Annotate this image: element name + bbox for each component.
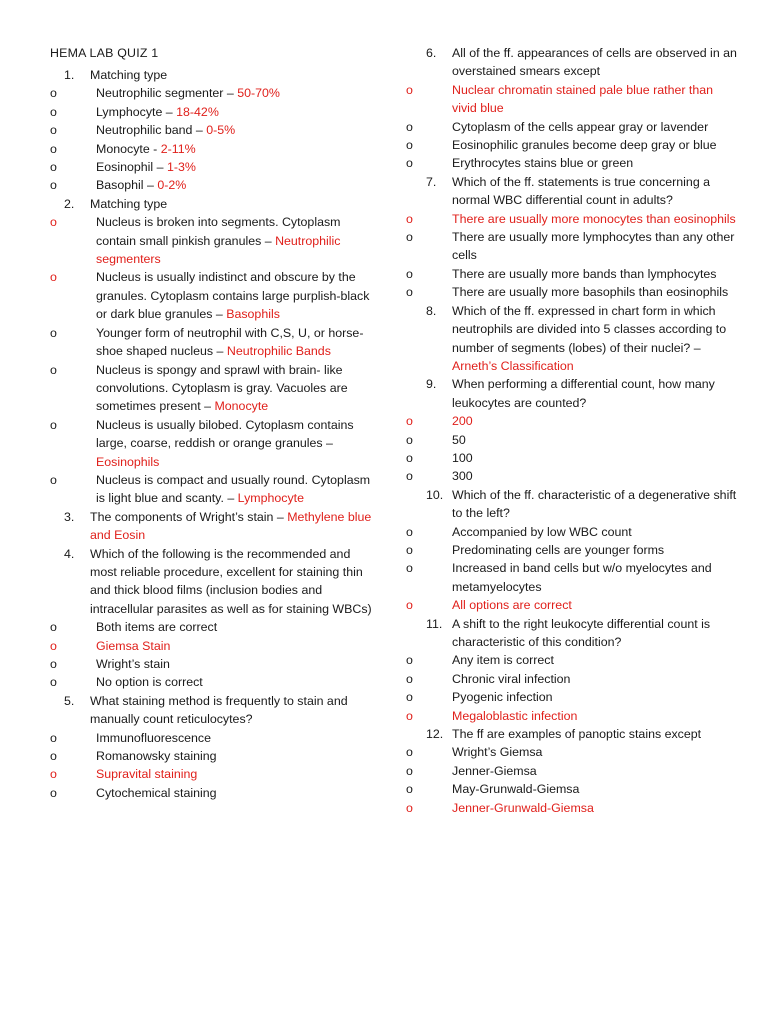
question-text: A shift to the right leukocyte differential count is characteristic of this condition? <box>452 616 711 649</box>
matching-answer: Neutrophilic Bands <box>226 344 331 359</box>
question-text: All of the ff. appearances of cells are observed in an overstained smears except <box>452 46 737 79</box>
matching-label: Neutrophilic segmenter – <box>96 86 238 101</box>
question-5 <box>50 692 372 729</box>
question-number: 4. <box>64 546 75 561</box>
question-text: Matching type <box>90 196 168 211</box>
matching-label: Nucleus is spongy and sprawl with brain- like convolutions. Cytoplasm is gray. Vacuoles are sometimes present – <box>96 362 348 414</box>
option-list <box>50 729 372 803</box>
question-11 <box>406 615 738 652</box>
question-7 <box>406 173 738 210</box>
option-correct: o 200 <box>406 412 738 430</box>
option: o Cytochemical staining <box>50 784 372 802</box>
option: o Chronic viral infection <box>406 670 738 688</box>
option: o Eosinophilic granules become deep gray or blue <box>406 136 738 154</box>
option-correct: o Jenner-Grunwald-Giemsa <box>406 799 738 817</box>
matching-label: Nucleus is usually bilobed. Cytoplasm contains large, coarse, reddish or orange granules – <box>96 417 354 451</box>
question-number: 1. <box>64 68 75 82</box>
question-text: The ff are examples of panoptic stains except <box>452 727 702 742</box>
question-1 <box>50 66 372 84</box>
option: o Wright’s stain <box>50 655 372 673</box>
question-answer: Arneth’s Classification <box>452 358 574 373</box>
option-correct: o Nuclear chromatin stained pale blue rather than vivid blue <box>406 81 738 118</box>
matching-item <box>50 361 372 416</box>
option: o Accompanied by low WBC count <box>406 523 738 541</box>
option-list <box>50 84 372 194</box>
option-correct: o Megaloblastic infection <box>406 707 738 725</box>
question-number: 10. <box>426 487 444 502</box>
option-list <box>406 412 738 486</box>
matching-answer: 1-3% <box>166 160 196 175</box>
option: o No option is correct <box>50 673 372 691</box>
question-number: 2. <box>64 196 75 211</box>
option-correct: o There are usually more monocytes than eosinophils <box>406 210 738 228</box>
option: o Any item is correct <box>406 651 738 669</box>
matching-label: Nucleus is compact and usually round. Cytoplasm is light blue and scanty. – <box>96 472 371 506</box>
option: o Jenner-Giemsa <box>406 762 738 780</box>
question-text: Matching type <box>90 68 168 82</box>
question-10 <box>406 486 738 523</box>
matching-answer: Basophils <box>226 307 280 322</box>
option-correct: o All options are correct <box>406 596 738 614</box>
right-column <box>406 44 738 817</box>
matching-item <box>50 471 372 508</box>
option: o Erythrocytes stains blue or green <box>406 154 738 172</box>
question-answer: Methylene blue and Eosin <box>90 509 372 543</box>
option: o Increased in band cells but w/o myelocytes and metamyelocytes <box>406 559 738 596</box>
matching-answer: 50-70% <box>237 86 280 101</box>
matching-item <box>50 176 372 194</box>
question-6 <box>406 44 738 81</box>
option-list <box>50 213 372 508</box>
matching-label: Basophil – <box>96 178 158 193</box>
question-number: 8. <box>426 303 437 318</box>
matching-item <box>50 158 372 176</box>
matching-answer: Neutrophilic segmenters <box>96 233 341 267</box>
option: o 100 <box>406 449 738 467</box>
matching-item <box>50 84 372 102</box>
question-number: 6. <box>426 46 437 60</box>
matching-answer: 2-11% <box>160 141 196 156</box>
matching-answer: 18-42% <box>176 104 219 119</box>
option: o Cytoplasm of the cells appear gray or lavender <box>406 118 738 136</box>
question-number: 5. <box>64 693 75 708</box>
matching-answer: Lymphocyte <box>237 491 305 506</box>
question-text: When performing a differential count, how many leukocytes are counted? <box>452 377 715 410</box>
question-number: 9. <box>426 377 437 392</box>
question-text: Which of the ff. characteristic of a degenerative shift to the left? <box>452 487 737 521</box>
matching-item <box>50 268 372 323</box>
question-text: Which of the following is the recommended and most reliable procedure, excellent for staining thin and thick blood films (inclusion bodies and intracellular parasites as well as for staining WBCs) <box>90 546 372 616</box>
question-text: Which of the ff. statements is true concerning a normal WBC differential count in adults? <box>452 174 711 208</box>
matching-answer: Monocyte <box>214 399 269 414</box>
question-12 <box>406 725 738 743</box>
question-3 <box>50 508 372 545</box>
matching-answer: 0-2% <box>157 178 187 193</box>
matching-answer: 0-5% <box>206 123 236 138</box>
matching-item <box>50 140 372 158</box>
option: o Romanowsky staining <box>50 747 372 765</box>
option-list <box>406 81 738 173</box>
matching-label: Lymphocyte – <box>96 104 177 119</box>
question-number: 12. <box>426 727 444 742</box>
question-2 <box>50 195 372 213</box>
option: o Predominating cells are younger forms <box>406 541 738 559</box>
question-text: Which of the ff. expressed in chart form in which neutrophils are divided into 5 classes according to number of segments (lobes) of their nuclei? – <box>452 303 727 355</box>
matching-answer: Eosinophils <box>96 454 160 469</box>
question-text: What staining method is frequently to stain and manually count reticulocytes? <box>90 693 348 727</box>
option-correct: o Giemsa Stain <box>50 637 372 655</box>
option: o 300 <box>406 467 738 485</box>
option: o Immunofluorescence <box>50 729 372 747</box>
option-list <box>406 210 738 302</box>
matching-item <box>50 324 372 361</box>
matching-label: Eosinophil – <box>96 160 167 175</box>
matching-item <box>50 416 372 471</box>
question-4 <box>50 545 372 619</box>
option-list <box>406 523 738 615</box>
page-title: HEMA LAB QUIZ 1 <box>50 46 159 60</box>
matching-item <box>50 121 372 139</box>
matching-label: Nucleus is usually indistinct and obscure by the granules. Cytoplasm contains large purplish-black or dark blue granules – <box>96 270 370 322</box>
option-correct: o Supravital staining <box>50 765 372 783</box>
question-8 <box>406 302 738 376</box>
question-text: The components of Wright’s stain – <box>90 509 288 524</box>
option: o May-Grunwald-Giemsa <box>406 780 738 798</box>
option-list <box>406 743 738 817</box>
option-list <box>50 618 372 692</box>
matching-label: Younger form of neutrophil with C,S, U, or horse-shoe shaped nucleus – <box>96 325 364 359</box>
matching-item <box>50 213 372 268</box>
matching-label: Nucleus is broken into segments. Cytoplasm contain small pinkish granules – <box>96 215 341 248</box>
matching-label: Monocyte - <box>96 141 161 156</box>
question-number: 11. <box>426 616 443 631</box>
question-9 <box>406 375 738 412</box>
question-number: 7. <box>426 174 437 189</box>
option: o Wright’s Giemsa <box>406 743 738 761</box>
left-column <box>50 44 372 802</box>
question-number: 3. <box>64 509 75 524</box>
matching-label: Neutrophilic band – <box>96 123 207 138</box>
matching-item <box>50 103 372 121</box>
option: o There are usually more lymphocytes than any other cells <box>406 228 738 265</box>
option: o There are usually more basophils than eosinophils <box>406 283 738 301</box>
option: o Pyogenic infection <box>406 688 738 706</box>
option: o There are usually more bands than lymphocytes <box>406 265 738 283</box>
option: o Both items are correct <box>50 618 372 636</box>
option: o 50 <box>406 431 738 449</box>
option-list <box>406 651 738 725</box>
